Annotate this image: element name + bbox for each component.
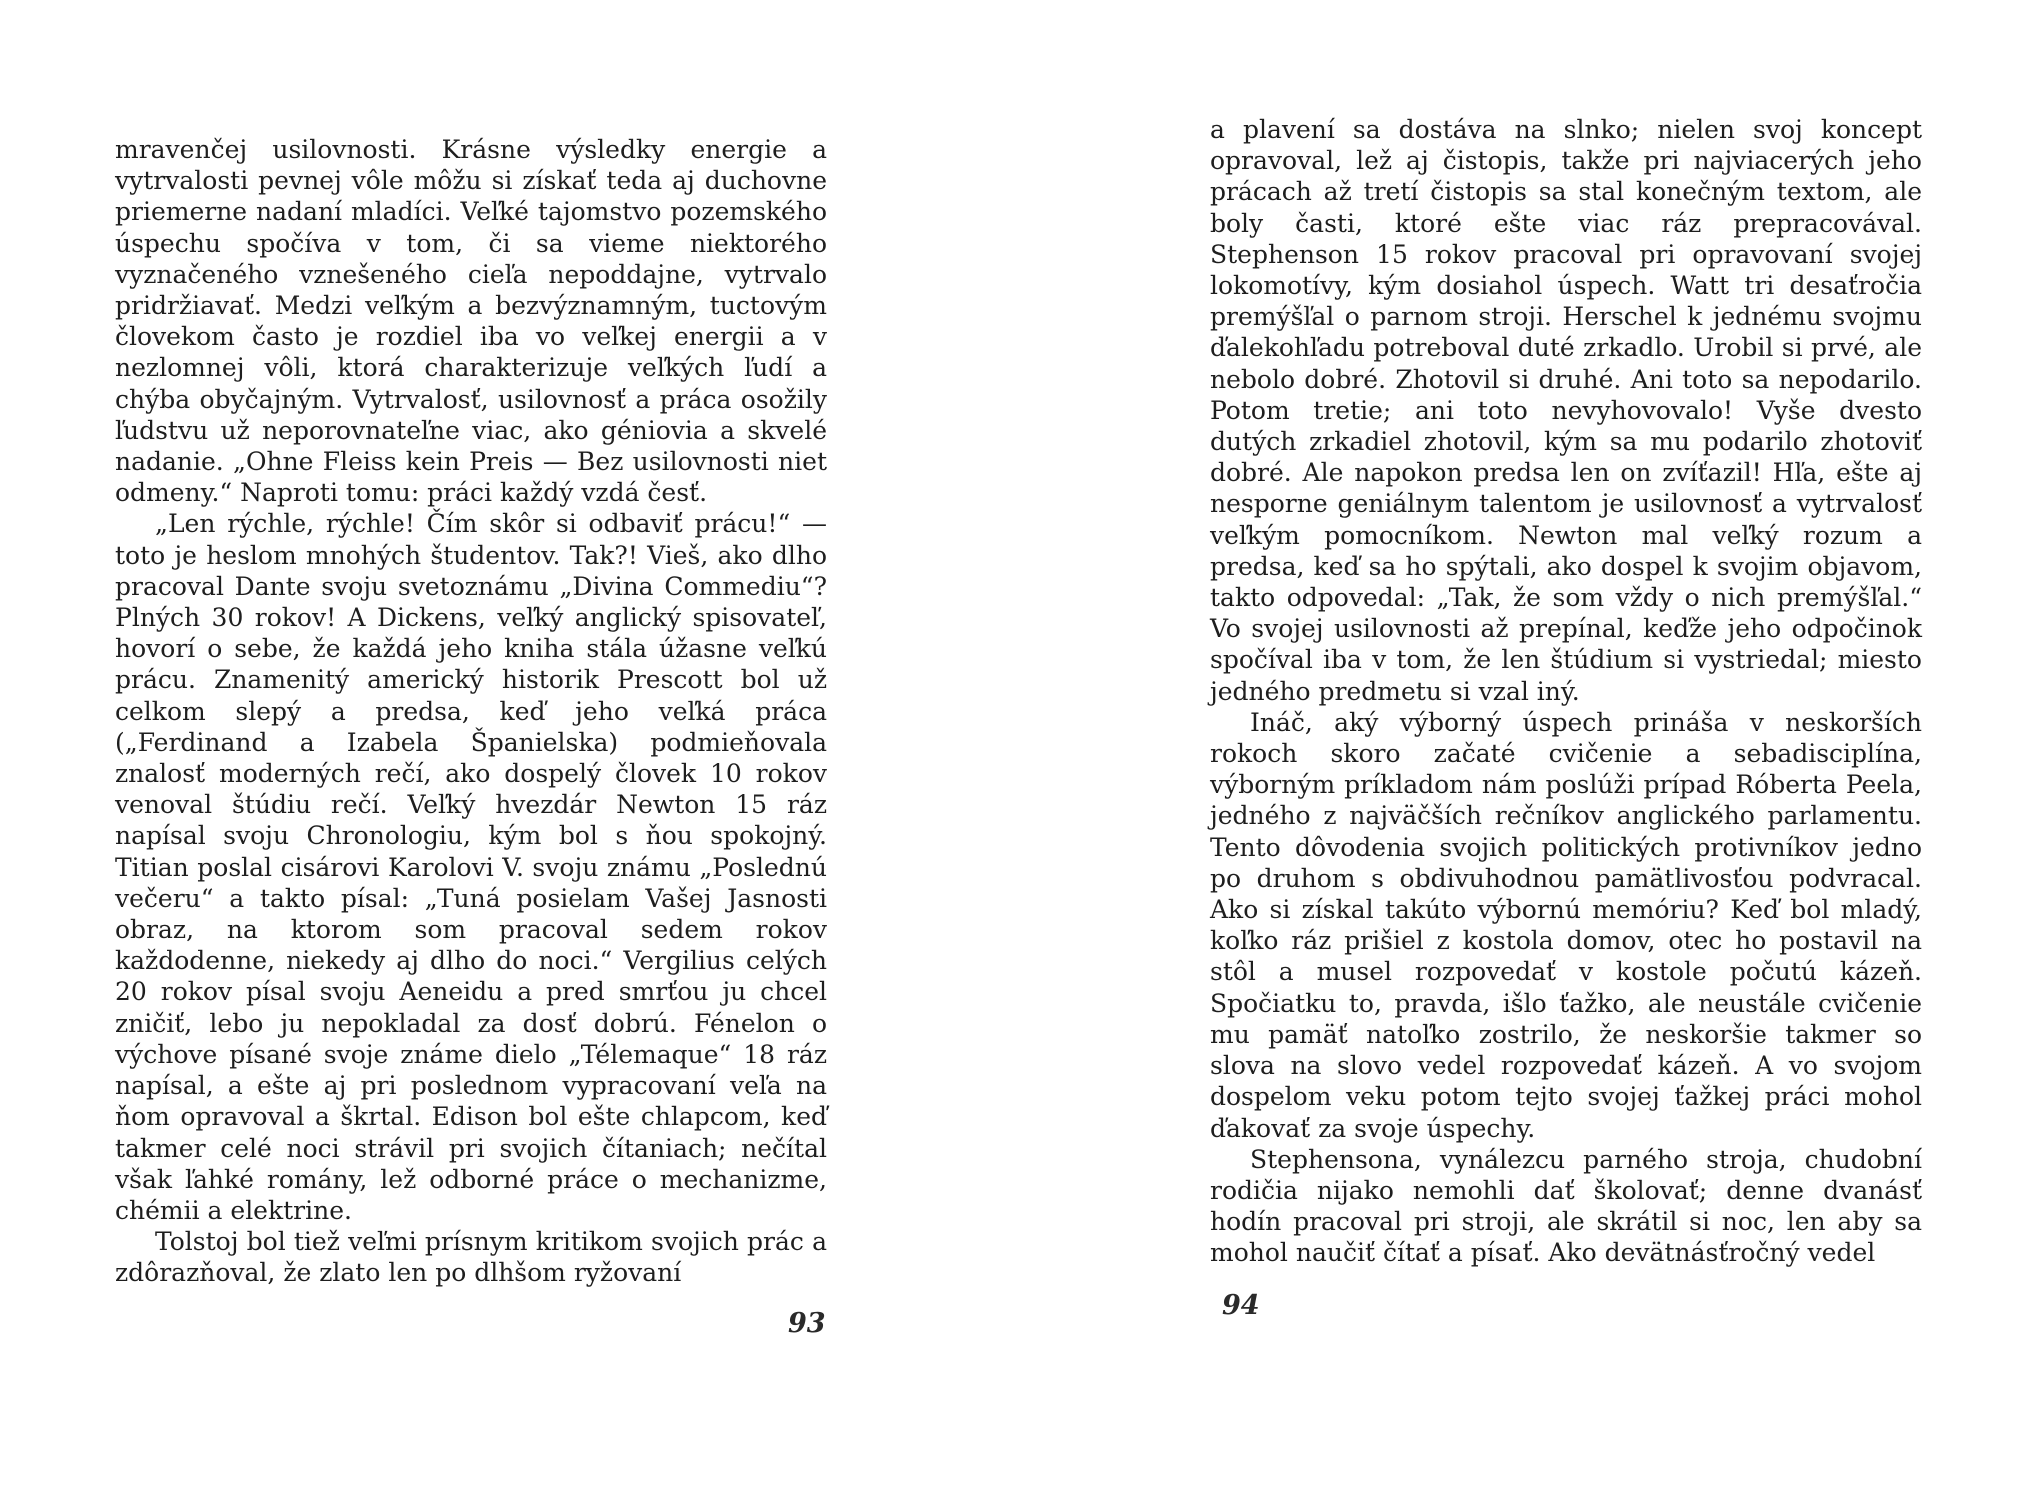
right-page (1010, 0, 2020, 1501)
paragraph: mravenčej usilovnosti. Krásne výsledky energie a vytrvalosti pevnej vôle môžu si získať teda aj duchovne priemerne nadaní mladíci. Veľké tajomstvo pozemského úspechu spočíva v tom, či sa vieme niektorého vyznačeného vznešeného cieľa nepoddajne, vytrvalo pridržiavať. Medzi veľkým a bezvýznamným, tuctovým človekom často je rozdiel iba vo veľkej energii a v nezlomnej vôli, ktorá charakterizuje veľkých ľudí a chýba obyčajným. Vytrvalosť, usilovnosť a práca osožily ľudstvu už neporovnateľne viac, ako géniovia a skvelé nadanie. „Ohne Fleiss kein Preis — Bez usilovnosti niet odmeny.“ Naproti tomu: práci každý vzdá česť. (115, 135, 827, 508)
paragraph: „Len rýchle, rýchle! Čím skôr si odbaviť prácu!“ — toto je heslom mnohých študentov. Tak?! Vieš, ako dlho pracoval Dante svoju svetoznámu „Divina Commediu“? Plných 30 rokov! A Dickens, veľký anglický spisovateľ, hovorí o sebe, že každá jeho kniha stála úžasne veľkú prácu. Znamenitý americký historik Prescott bol už celkom slepý a predsa, keď jeho veľká práca („Ferdinand a Izabela Španielska) podmieňovala znalosť moderných rečí, ako dospelý človek 10 rokov venoval štúdiu rečí. Veľký hvezdár Newton 15 ráz napísal svoju Chronologiu, kým bol s ňou spokojný. Titian poslal cisárovi Karolovi V. svoju známu „Poslednú večeru“ a takto písal: „Tuná posielam Vašej Jasnosti obraz, na ktorom som pracoval sedem rokov každodenne, niekedy aj dlho do noci.“ Vergilius celých 20 rokov písal svoju Aeneidu a pred smrťou ju chcel zničiť, lebo ju nepokladal za dosť dobrú. Fénelon o výchove písané svoje známe dielo „Télemaque“ 18 ráz napísal, a ešte aj pri poslednom vypracovaní veľa na ňom opravoval a škrtal. Edison bol ešte chlapcom, keď takmer celé noci strávil pri svojich čítaniach; nečítal však ľahké romány, lež odborné práce o mechanizme, chémii a elektrine. (115, 509, 827, 1225)
paragraph: Stephensona, vynálezcu parného stroja, chudobní rodičia nijako nemohli dať školovať; denne dvanásť hodín pracoval pri stroji, ale skrátil si noc, len aby sa mohol naučiť čítať a písať. Ako devätnásťročný vedel (1210, 1144, 1922, 1268)
page-number: 93 (788, 1308, 826, 1339)
left-page-body (115, 134, 827, 1289)
paragraph: a plavení sa dostáva na slnko; nielen svoj koncept opravoval, lež aj čistopis, takže pri najviacerých jeho prácach až tretí čistopis sa stal konečným textom, ale boly časti, ktoré ešte viac ráz prepracovával. Stephenson 15 rokov pracoval pri opravovaní svojej lokomotívy, kým dosiahol úspech. Watt tri desaťročia premýšľal o parnom stroji. Herschel k jednému svojmu ďalekohľadu potreboval duté zrkadlo. Urobil si prvé, ale nebolo dobré. Zhotovil si druhé. Ani toto sa nepodarilo. Potom tretie; ani toto nevyhovovalo! Vyše dvesto dutých zrkadiel zhotovil, kým sa mu podarilo zhotoviť dobré. Ale napokon predsa len on zvíťazil! Hľa, ešte aj nesporne geniálnym talentom je usilovnosť a vytrvalosť veľkým pomocníkom. Newton mal veľký rozum a predsa, keď sa ho spýtali, ako dospel k svojim objavom, takto odpovedal: „Tak, že som vždy o nich premýšľal.“ Vo svojej usilovnosti až prepínal, keďže jeho odpočinok spočíval iba v tom, že len štúdium si vystriedal; miesto jedného predmetu si vzal iný. (1210, 115, 1922, 706)
paragraph: Ináč, aký výborný úspech prináša v neskorších rokoch skoro začaté cvičenie a sebadisciplína, výborným príkladom nám poslúži prípad Róberta Peela, jedného z najväčších rečníkov anglického parlamentu. Tento dôvodenia svojich politických protivníkov jedno po druhom s obdivuhodnou pamätlivosťou podvracal. Ako si získal takúto výbornú memóriu? Keď bol mladý, koľko ráz prišiel z kostola domov, otec ho postavil na stôl a musel rozpovedať v kostole počutú kázeň. Spočiatku to, pravda, išlo ťažko, ale neustále cvičenie mu pamäť natoľko zostrilo, že neskoršie takmer so slova na slovo vedel rozpovedať kázeň. A vo svojom dospelom veku potom tejto svojej ťažkej práci mohol ďakovať za svoje úspechy. (1210, 707, 1922, 1143)
page-number: 94 (1222, 1290, 1260, 1321)
right-page-body (1210, 114, 1922, 1269)
paragraph: Tolstoj bol tiež veľmi prísnym kritikom svojich prác a zdôrazňoval, že zlato len po dlhšom ryžovaní (115, 1227, 827, 1288)
